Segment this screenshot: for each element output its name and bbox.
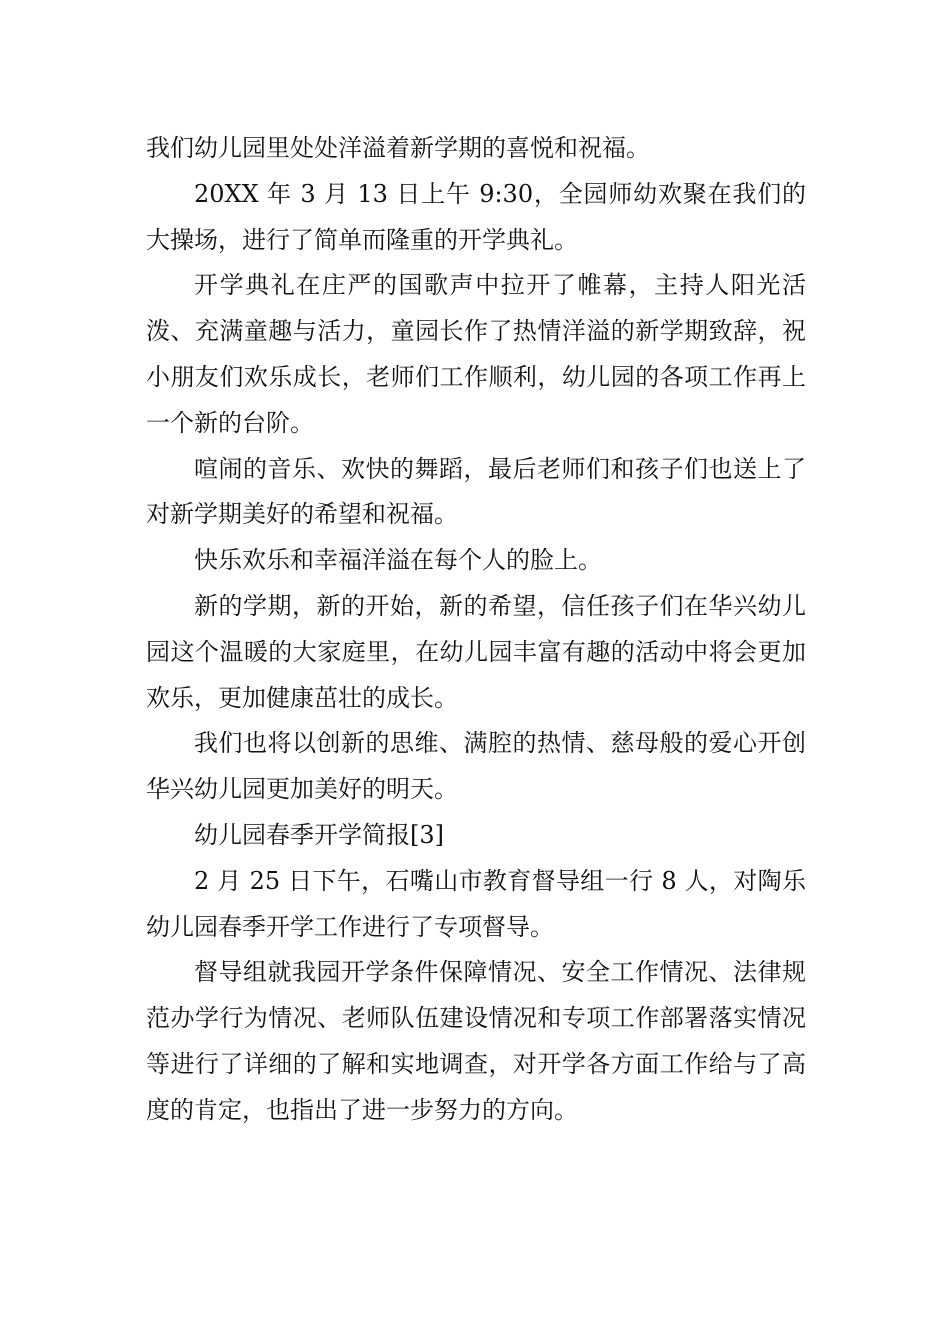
paragraph-5: 快乐欢乐和幸福洋溢在每个人的脸上。 [194, 546, 602, 575]
paragraph-6: 新的学期，新的开始，新的希望，信任孩子们在华兴幼儿园这个温暖的大家庭里，在幼儿园丰富有趣的活动中将会更加欢乐，更加健康茁壮的成长。 [146, 591, 806, 712]
paragraph-3: 开学典礼在庄严的国歌声中拉开了帷幕，主持人阳光活泼、充满童趣与活力，童园长作了热情洋溢的新学期致辞，祝小朋友们欢乐成长，老师们工作顺利，幼儿园的各项工作再上一个新的台阶。 [146, 271, 806, 437]
paragraph-4: 喧闹的音乐、欢快的舞蹈，最后老师们和孩子们也送上了对新学期美好的希望和祝福。 [146, 454, 806, 529]
document-body [146, 126, 806, 1134]
section-heading: 幼儿园春季开学简报[3] [194, 820, 444, 849]
paragraph-7: 我们也将以创新的思维、满腔的热情、慈母般的爱心开创华兴幼儿园更加美好的明天。 [146, 729, 806, 804]
paragraph-9: 2 月 25 日下午，石嘴山市教育督导组一行 8 人，对陶乐幼儿园春季开学工作进行了专项督导。 [146, 866, 806, 941]
paragraph-2: 20XX 年 3 月 13 日上午 9:30，全园师幼欢聚在我们的大操场，进行了简单而隆重的开学典礼。 [146, 179, 806, 254]
paragraph-10: 督导组就我园开学条件保障情况、安全工作情况、法律规范办学行为情况、老师队伍建设情况和专项工作部署落实情况等进行了详细的了解和实地调查，对开学各方面工作给与了高度的肯定，也指出了进一步努力的方向。 [146, 958, 806, 1124]
paragraph-1: 我们幼儿园里处处洋溢着新学期的喜悦和祝福。 [146, 134, 650, 162]
